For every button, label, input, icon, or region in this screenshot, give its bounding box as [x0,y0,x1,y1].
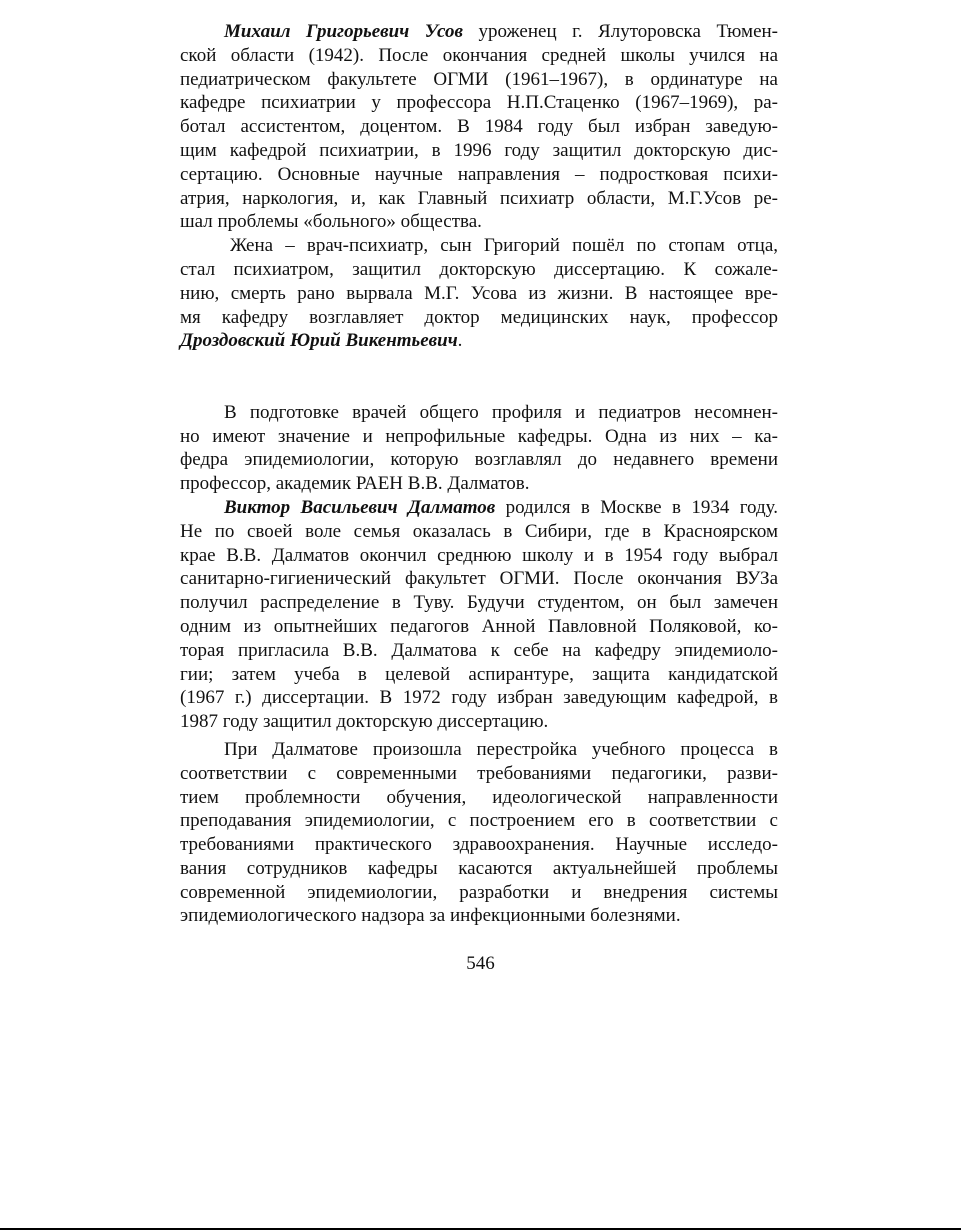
text-line: ботал ассистентом, доцентом. В 1984 году был избран заведую- [180,116,778,138]
text-line: крае В.В. Далматов окончил среднюю школу и в 1954 году выбрал [180,544,778,566]
text-line: вания сотрудников кафедры касаются актуальнейшей проблемы [180,857,778,879]
text-line: Не по своей воле семья оказалась в Сибири, где в Красноярском [180,520,778,542]
text-line: педиатрическом факультете ОГМИ (1961–1967), в ординатуре на [180,68,778,90]
text-line: кафедре психиатрии у профессора Н.П.Стаценко (1967–1969), ра- [180,92,778,114]
paragraph-epidemiology-intro [180,401,778,496]
person-name-dalmatov: Виктор Васильевич Далматов [224,496,496,518]
text-line: санитарно-гигиенический факультет ОГМИ. После окончания ВУЗа [180,568,778,590]
text-line: требованиями практического здравоохранения. Научные исследо- [180,834,778,856]
text-line: атрия, наркология, и, как Главный психиатр области, М.Г.Усов ре- [180,187,778,209]
text-line: стал психиатром, защитил докторскую диссертацию. К сожале- [180,258,778,280]
text-line: нию, смерть рано вырвала М.Г. Усова из жизни. В настоящее вре- [180,282,778,304]
text-line: шал проблемы «больного» общества. [180,211,482,233]
text-line: Михаил Григорьевич Усов уроженец г. Ялуторовска Тюмен- [224,21,779,42]
text-line: современной эпидемиологии, разработки и внедрения системы [180,881,778,903]
text-line: В подготовке врачей общего профиля и педиатров несомнен- [224,401,778,423]
text-line: Жена – врач-психиатр, сын Григорий пошёл по стопам отца, [230,235,778,257]
text-line: одним из опытнейших педагогов Анной Павловной Поляковой, ко- [180,615,778,637]
text-line: Виктор Васильевич Далматов родился в Москве в 1934 году. [224,496,778,518]
person-name-drozdovsky: Дроздовский Юрий Викентьевич [180,330,458,352]
text-line: (1967 г.) диссертации. В 1972 году избран заведующим кафедрой, в [180,687,778,709]
text-line: При Далматове произошла перестройка учебного процесса в [224,738,778,760]
paragraph-dalmatov-reforms [180,738,778,928]
text-line: эпидемиологического надзора за инфекционными болезнями. [180,905,681,927]
text-line: торая пригласила В.В. Далматова к себе на кафедру эпидемиоло- [180,639,778,661]
text-line: мя кафедру возглавляет доктор медицинских наук, профессор [180,306,778,328]
text-line: ской области (1942). После окончания средней школы учился на [180,44,778,66]
text-line: соответствии с современными требованиями педагогики, разви- [180,762,778,784]
text-line: федра эпидемиологии, которую возглавлял до недавнего времени [180,449,778,471]
text-line: получил распределение в Туву. Будучи студентом, он был замечен [180,592,778,614]
paragraph-usov-biography [180,20,778,234]
page-text [180,20,778,928]
text-line: профессор, академик РАЕН В.В. Далматов. [180,473,530,495]
text-line: щим кафедрой психиатрии, в 1996 году защитил докторскую дис- [180,139,778,161]
text-line: сертацию. Основные научные направления – подростковая психи- [180,163,778,185]
text-line: 1987 году защитил докторскую диссертацию. [180,711,549,733]
page-number: 546 [466,953,495,974]
text-line: тием проблемности обучения, идеологической направленности [180,786,778,808]
paragraph-dalmatov-biography [180,496,778,734]
text-line: Дроздовский Юрий Викентьевич. [180,330,463,352]
text-line: преподавания эпидемиологии, с построением его в соответствии с [180,810,778,832]
text-line: гии; затем учеба в целевой аспирантуре, защита кандидатской [180,663,778,685]
paragraph-usov-family [180,234,778,353]
text-line: но имеют значение и непрофильные кафедры. Одна из них – ка- [180,425,778,447]
person-name-usov: Михаил Григорьевич Усов [224,21,464,42]
paragraph-gap [180,353,778,401]
